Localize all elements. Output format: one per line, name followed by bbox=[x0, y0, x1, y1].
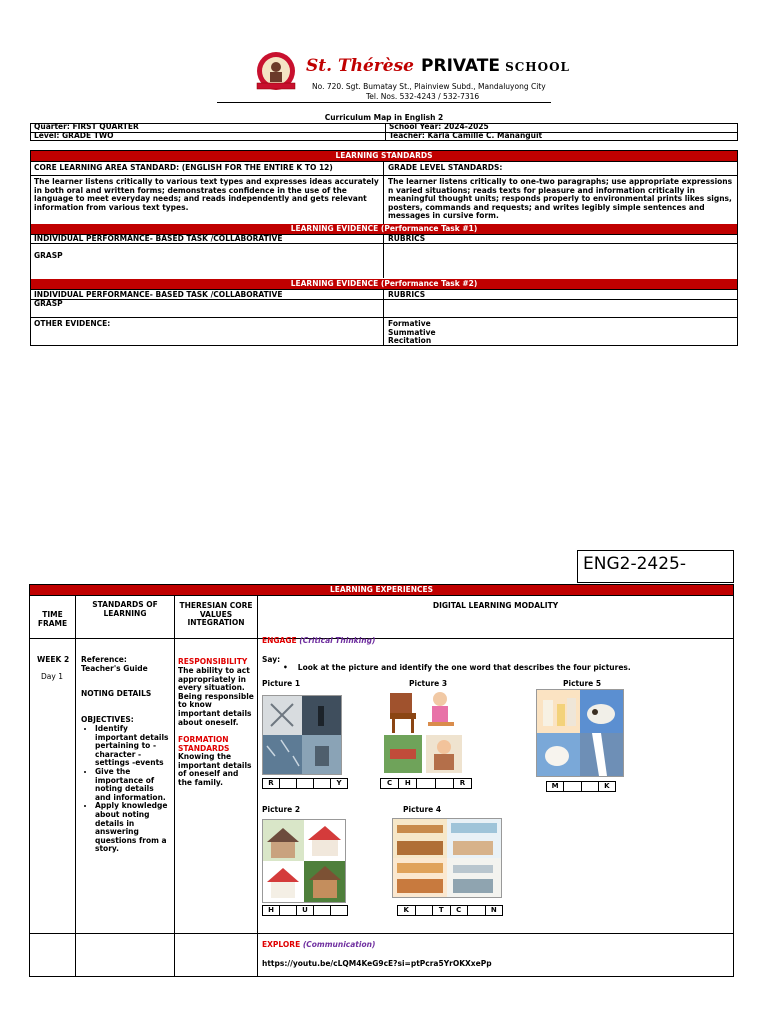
teacher-label: Teacher: Karla Camille C. Mananguit bbox=[389, 132, 543, 140]
info-table bbox=[30, 123, 738, 141]
summative-label: Summative bbox=[388, 327, 436, 337]
school-year-label: School Year: 2024-2025 bbox=[389, 123, 489, 131]
school-name-small: SCHOOL bbox=[505, 60, 570, 74]
video-link[interactable]: https://youtu.be/cLQM4KeG9cE?si=ptPcra5YrOKXxePp bbox=[262, 959, 492, 968]
value-formation-title: FORMATION STANDARDS bbox=[178, 735, 230, 753]
task1-individual: INDIVIDUAL PERFORMANCE- BASED TASK /COLLABORATIVE bbox=[34, 234, 283, 243]
topic-label: NOTING DETAILS bbox=[81, 689, 152, 698]
objective-item: • Give the importance of noting details and information. bbox=[95, 768, 171, 802]
school-tel: Tel. Nos. 532-4243 / 532-7316 bbox=[366, 92, 480, 101]
col-values: THERESIAN CORE VALUES INTEGRATION bbox=[179, 601, 253, 628]
picture-2-label: Picture 2 bbox=[262, 805, 301, 814]
picture-2-answer[interactable]: H U bbox=[262, 905, 348, 916]
document-code: ENG2-2425- bbox=[583, 554, 686, 574]
value-formation-text: Knowing the important details of oneself and the family. bbox=[178, 752, 252, 787]
picture-5-answer[interactable]: M K bbox=[546, 781, 616, 792]
reference-label: Reference: Teacher's Guide bbox=[81, 655, 148, 673]
picture-1-grid bbox=[262, 695, 342, 775]
task1-grasp: GRASP bbox=[34, 251, 63, 260]
picture-3-label: Picture 3 bbox=[409, 679, 448, 688]
picture-1-label: Picture 1 bbox=[262, 679, 301, 688]
engage-label: ENGAGE bbox=[262, 636, 297, 645]
core-standard-text: The learner listens critically to various text types and expresses ideas accurately in both oral and written forms; demonstrates confidence in the use of the language to meet everyday needs; and reads independently and gets relevant information from various text types. bbox=[34, 177, 379, 212]
explore-skill: (Communication) bbox=[302, 940, 376, 949]
week-label: WEEK 2 bbox=[37, 655, 70, 664]
school-address: No. 720. Sgt. Bumatay St., Plainview Subd., Mandaluyong City bbox=[312, 82, 546, 91]
experiences-bar: LEARNING EXPERIENCES bbox=[30, 585, 733, 595]
level-label: Level: GRADE TWO bbox=[34, 132, 114, 140]
recitation-label: Recitation bbox=[388, 336, 432, 345]
picture-3-grid bbox=[384, 689, 464, 775]
engage-skill: (Critical Thinking) bbox=[299, 636, 376, 645]
school-name-script: St. Thérèse bbox=[306, 56, 414, 76]
document-code-box bbox=[577, 550, 734, 583]
day-label: Day 1 bbox=[41, 672, 63, 681]
grade-standard-text: The learner listens critically to one-two paragraphs; use appropriate expressions n varied situations; reads texts for pleasure and information critically in meaningful thought units; responds properly to environmental prints likes signs, posters, commands and requests; and writes legibly simple sentences and messages in cursive form. bbox=[388, 177, 733, 221]
value-responsibility-text: The ability to act appropriately in every situation. Being responsible to know important details about oneself. bbox=[178, 666, 254, 727]
task2-grasp: GRASP bbox=[34, 299, 63, 308]
task2-individual: INDIVIDUAL PERFORMANCE- BASED TASK /COLLABORATIVE bbox=[34, 290, 283, 299]
standards-table bbox=[30, 150, 738, 346]
instruction-text: • Look at the picture and identify the one word that describes the four pictures. bbox=[283, 663, 631, 672]
picture-1-answer[interactable]: R Y bbox=[262, 778, 348, 789]
formative-label: Formative bbox=[388, 319, 431, 328]
core-standard-heading: CORE LEARNING AREA STANDARD: (ENGLISH FOR THE ENTIRE K TO 12) bbox=[34, 163, 333, 172]
task2-rubrics: RUBRICS bbox=[388, 290, 426, 299]
objectives-label: OBJECTIVES: bbox=[81, 715, 134, 724]
picture-4-label: Picture 4 bbox=[403, 805, 442, 814]
value-responsibility-title: RESPONSIBILITY bbox=[178, 657, 248, 666]
school-logo bbox=[253, 50, 299, 92]
picture-5-grid bbox=[536, 689, 624, 777]
other-evidence: OTHER EVIDENCE: bbox=[34, 319, 111, 328]
picture-3-answer[interactable]: C H R bbox=[380, 778, 472, 789]
objective-item: • Identify important details pertaining to -character -settings -events bbox=[95, 725, 171, 768]
col-modality: DIGITAL LEARNING MODALITY bbox=[432, 601, 559, 610]
instruction: Look at the picture and identify the one word that describes the four pictures. bbox=[297, 663, 631, 672]
experiences-table bbox=[29, 584, 734, 977]
map-title: Curriculum Map in English 2 bbox=[324, 113, 444, 122]
school-name-bold: PRIVATE bbox=[421, 56, 500, 76]
picture-4-grid bbox=[392, 818, 502, 898]
picture-4-answer[interactable]: K T C N bbox=[397, 905, 503, 916]
evidence2-bar: LEARNING EVIDENCE (Performance Task #2) bbox=[31, 279, 737, 289]
objectives-list bbox=[80, 724, 174, 855]
header-divider bbox=[217, 102, 551, 103]
learning-standards-bar: LEARNING STANDARDS bbox=[31, 151, 737, 161]
grade-standard-heading: GRADE LEVEL STANDARDS: bbox=[388, 163, 503, 172]
task1-rubrics: RUBRICS bbox=[388, 234, 426, 243]
picture-2-grid bbox=[262, 819, 346, 903]
col-time-frame: TIME FRAME bbox=[37, 610, 68, 628]
say-label: Say: bbox=[262, 655, 281, 664]
objective-item: • Apply knowledge about noting details in answering questions from a story. bbox=[95, 802, 171, 854]
quarter-label: Quarter: FIRST QUARTER bbox=[34, 123, 139, 131]
col-standards: STANDARDS OF LEARNING bbox=[92, 601, 158, 618]
picture-5-label: Picture 5 bbox=[563, 679, 602, 688]
evidence1-bar: LEARNING EVIDENCE (Performance Task #1) bbox=[31, 224, 737, 234]
explore-label: EXPLORE bbox=[262, 940, 301, 949]
